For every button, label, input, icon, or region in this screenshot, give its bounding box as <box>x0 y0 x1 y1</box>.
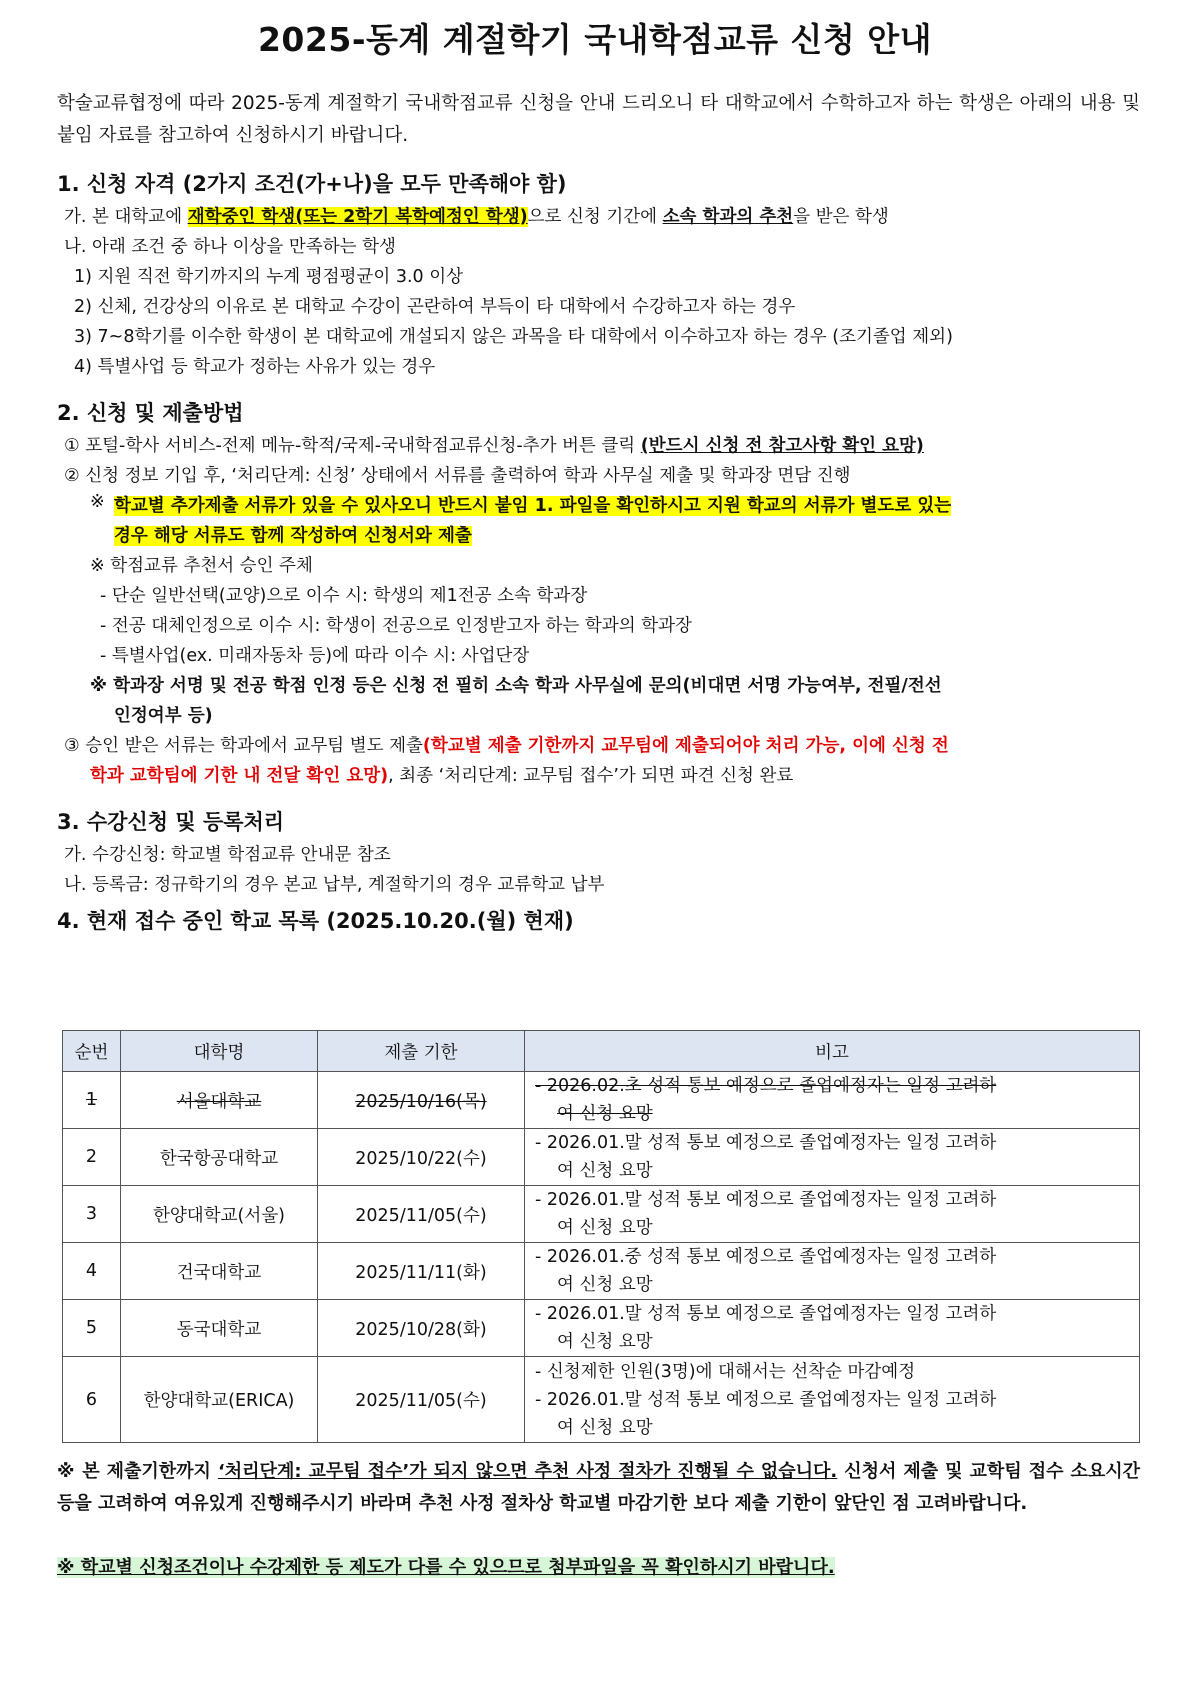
s2-note-1-mark: ※ <box>90 492 105 512</box>
school-table <box>62 1030 1140 1443</box>
s2-step-3-line-2 <box>90 762 793 787</box>
s2-step-1-underline: (반드시 신청 전 참고사항 확인 요망) <box>640 436 924 456</box>
s1-item-4: 4) 특별사업 등 학교가 정하는 사유가 있는 경우 <box>74 357 436 377</box>
s1-item-3: 3) 7~8학기를 이수한 학생이 본 대학교에 개설되지 않은 과목을 타 대학에서 이수하고자 하는 경우 (조기졸업 제외) <box>74 327 953 347</box>
s2-note-3-line-1: ※ 학과장 서명 및 전공 학점 인정 등은 신청 전 필히 소속 학과 사무실에 문의(비대면 서명 가능여부, 전필/전선 <box>90 676 942 696</box>
table-row <box>63 1243 1140 1300</box>
row-name: 한국항공대학교 <box>121 1129 318 1186</box>
row-no: 6 <box>63 1357 121 1443</box>
s2-step-3-post: , 최종 ‘처리단계: 교무팀 접수’가 되면 파견 신청 완료 <box>388 766 794 786</box>
footer-post: 신청서 제출 및 교학팀 접수 소요시간 등을 고려하여 여유있게 진행해주시기 바라며 추천 사정 절차상 학교별 마감기한 보다 제출 기한이 앞단인 점 고려바랍니다. <box>57 1461 1141 1514</box>
s2-step-1 <box>64 432 924 457</box>
s2-sub-3: - 특별사업(ex. 미래자동차 등)에 따라 이수 시: 사업단장 <box>100 646 530 666</box>
row-note-line-2: 여 신청 요망 <box>557 1161 653 1181</box>
row-name: 한양대학교(ERICA) <box>121 1357 318 1443</box>
table-row <box>63 1357 1140 1443</box>
s1-item-2: 2) 신체, 건강상의 이유로 본 대학교 수강이 곤란하여 부득이 타 대학에서 수강하고자 하는 경우 <box>74 297 796 317</box>
footer-notice <box>57 1456 1140 1520</box>
row-name: 건국대학교 <box>121 1243 318 1300</box>
footer-underline: ‘처리단계: 교무팀 접수’가 되지 않으면 추천 사정 절차가 진행될 수 없습니다. <box>217 1461 838 1482</box>
row-note-line-1: - 2026.02.초 성적 통보 예정으로 졸업예정자는 일정 고려하 <box>535 1076 997 1096</box>
row-no: 2 <box>63 1129 121 1186</box>
row-note <box>525 1300 1140 1357</box>
row-note-line-0: - 신청제한 인원(3명)에 대해서는 선착순 마감예정 <box>535 1361 916 1382</box>
header-no: 순번 <box>63 1031 121 1072</box>
row-no: 1 <box>63 1072 121 1129</box>
section-4-heading: 4. 현재 접수 중인 학교 목록 (2025.10.20.(월) 현재) <box>57 909 574 933</box>
s1-ga-underline: 소속 학과의 추천 <box>662 207 794 227</box>
row-note-line-1: - 2026.01.말 성적 통보 예정으로 졸업예정자는 일정 고려하 <box>535 1389 997 1410</box>
s2-note-3-line-2: 인정여부 등) <box>114 706 213 726</box>
s2-step-2: ② 신청 정보 기입 후, ‘처리단계: 신청’ 상태에서 서류를 출력하여 학과 사무실 제출 및 학과장 면담 진행 <box>64 466 851 486</box>
table-row <box>63 1186 1140 1243</box>
row-note-line-2: 여 신청 요망 <box>557 1275 653 1295</box>
header-note: 비고 <box>525 1031 1140 1072</box>
s1-ga-pre: 가. 본 대학교에 <box>64 207 188 227</box>
s2-sub-1: - 단순 일반선택(교양)으로 이수 시: 학생의 제1전공 소속 학과장 <box>100 586 588 606</box>
row-no: 4 <box>63 1243 121 1300</box>
row-note <box>525 1072 1140 1129</box>
row-deadline: 2025/10/28(화) <box>318 1300 525 1357</box>
s3-na: 나. 등록금: 정규학기의 경우 본교 납부, 계절학기의 경우 교류학교 납부 <box>64 875 605 895</box>
row-note-line-2: 여 신청 요망 <box>557 1417 653 1438</box>
section-3-heading: 3. 수강신청 및 등록처리 <box>57 810 285 834</box>
table-row <box>63 1300 1140 1357</box>
table-row <box>63 1129 1140 1186</box>
row-name: 한양대학교(서울) <box>121 1186 318 1243</box>
row-deadline: 2025/11/05(수) <box>318 1186 525 1243</box>
table-header-row <box>63 1031 1140 1072</box>
row-deadline: 2025/10/22(수) <box>318 1129 525 1186</box>
row-note-line-1: - 2026.01.중 성적 통보 예정으로 졸업예정자는 일정 고려하 <box>535 1247 997 1267</box>
header-deadline: 제출 기한 <box>318 1031 525 1072</box>
s2-step-3-line-1 <box>64 732 949 757</box>
row-note <box>525 1129 1140 1186</box>
row-no: 3 <box>63 1186 121 1243</box>
row-note-line-2: 여 신청 요망 <box>557 1104 653 1124</box>
s1-ga-mid: 으로 신청 기간에 <box>527 207 663 227</box>
intro-paragraph: 학술교류협정에 따라 2025-동계 계절학기 국내학점교류 신청을 안내 드리오니 타 대학교에서 수학하고자 하는 학생은 아래의 내용 및 붙임 자료를 참고하여 신청하시기 바랍니다. <box>57 93 1140 146</box>
s2-step-3-red-2: 학과 교학팀에 기한 내 전달 확인 요망) <box>90 766 389 786</box>
row-no: 5 <box>63 1300 121 1357</box>
s1-item-1: 1) 지원 직전 학기까지의 누계 평점평균이 3.0 이상 <box>74 267 464 287</box>
row-deadline: 2025/11/05(수) <box>318 1357 525 1443</box>
section-1-heading: 1. 신청 자격 (2가지 조건(가+나)을 모두 만족해야 함) <box>57 172 567 196</box>
row-deadline: 2025/11/11(화) <box>318 1243 525 1300</box>
s2-sub-2: - 전공 대체인정으로 이수 시: 학생이 전공으로 인정받고자 하는 학과의 학과장 <box>100 616 692 636</box>
s2-note-1-hl-2: 경우 해당 서류도 함께 작성하여 신청서와 제출 <box>114 526 472 546</box>
page-title: 2025-동계 계절학기 국내학점교류 신청 안내 <box>257 20 933 59</box>
s2-step-3-text: ③ 승인 받은 서류는 학과에서 교무팀 별도 제출 <box>64 736 423 756</box>
row-name: 서울대학교 <box>121 1072 318 1129</box>
footer-last-line <box>57 1552 1140 1584</box>
row-note-line-1: - 2026.01.말 성적 통보 예정으로 졸업예정자는 일정 고려하 <box>535 1304 997 1324</box>
row-deadline: 2025/10/16(목) <box>318 1072 525 1129</box>
row-note-line-2: 여 신청 요망 <box>557 1332 653 1352</box>
row-note-line-1: - 2026.01.말 성적 통보 예정으로 졸업예정자는 일정 고려하 <box>535 1133 997 1153</box>
row-note <box>525 1357 1140 1443</box>
s2-note-2: ※ 학점교류 추천서 승인 주체 <box>90 556 313 576</box>
s1-na-line: 나. 아래 조건 중 하나 이상을 만족하는 학생 <box>64 237 396 257</box>
s2-step-3-red-1: (학교별 제출 기한까지 교무팀에 제출되어야 처리 가능, 이에 신청 전 <box>422 736 949 756</box>
header-name: 대학명 <box>121 1031 318 1072</box>
s2-note-1-hl-1: 학교별 추가제출 서류가 있을 수 있사오니 반드시 붙임 1. 파일을 확인하시고 지원 학교의 서류가 별도로 있는 <box>114 496 952 516</box>
s1-ga-highlight: 재학중인 학생(또는 2학기 복학예정인 학생) <box>187 207 528 227</box>
row-name: 동국대학교 <box>121 1300 318 1357</box>
s2-step-1-text: ① 포털-학사 서비스-전제 메뉴-학적/국제-국내학점교류신청-추가 버튼 클릭 <box>64 436 641 456</box>
s2-note-1-line-2 <box>114 522 472 547</box>
row-note-line-1: - 2026.01.말 성적 통보 예정으로 졸업예정자는 일정 고려하 <box>535 1190 997 1210</box>
footer-last-highlight: ※ 학교별 신청조건이나 수강제한 등 제도가 다를 수 있으므로 첨부파일을 꼭 확인하시기 바랍니다. <box>57 1557 835 1578</box>
section-2-heading: 2. 신청 및 제출방법 <box>57 401 244 425</box>
s3-ga: 가. 수강신청: 학교별 학점교류 안내문 참조 <box>64 845 391 865</box>
s1-ga-line <box>64 203 889 228</box>
row-note <box>525 1243 1140 1300</box>
row-note-line-2: 여 신청 요망 <box>557 1218 653 1238</box>
footer-pre: ※ 본 제출기한까지 <box>57 1461 218 1482</box>
s1-ga-post: 을 받은 학생 <box>793 207 889 227</box>
table-row <box>63 1072 1140 1129</box>
s2-note-1-line-1 <box>114 492 951 517</box>
row-note <box>525 1186 1140 1243</box>
